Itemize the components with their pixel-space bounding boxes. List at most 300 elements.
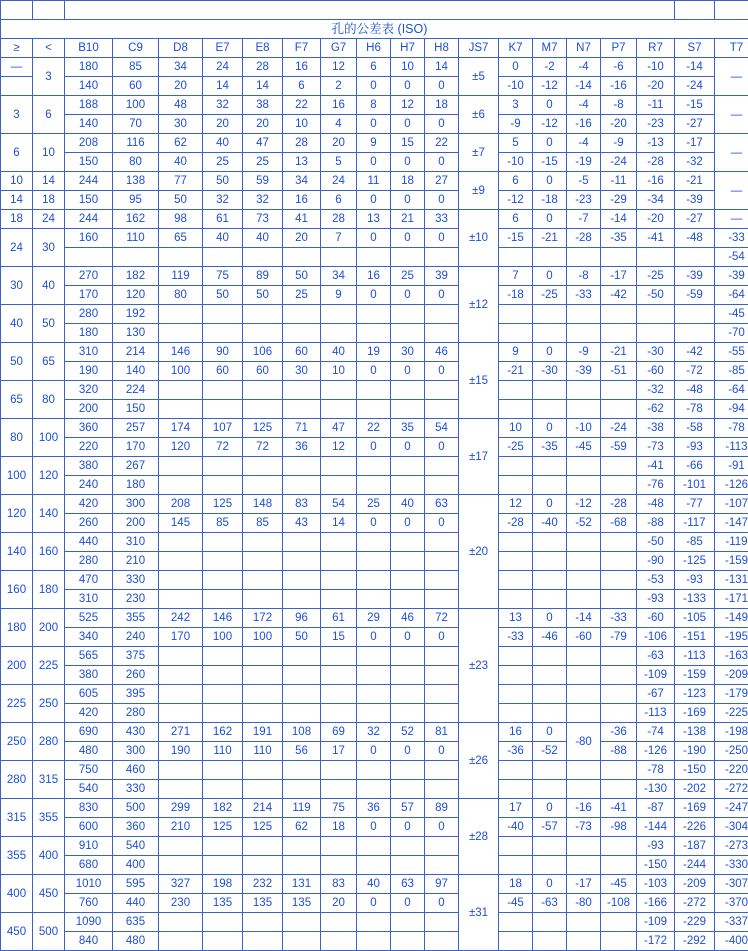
value-t7: -147 xyxy=(715,514,748,533)
value-e8 xyxy=(243,248,283,267)
value-b10: 280 xyxy=(65,305,113,324)
value-g7: 12 xyxy=(321,438,357,457)
value-t7: -85 xyxy=(715,362,748,381)
value-m7: 0 xyxy=(533,723,567,742)
value-n7 xyxy=(567,932,601,951)
value-d8: 30 xyxy=(159,115,203,134)
range-lt: 50 xyxy=(33,305,65,343)
col-header-s7: S7 xyxy=(675,39,715,58)
value-s7: -39 xyxy=(675,267,715,286)
value-g7: 18 xyxy=(321,818,357,837)
value-g7 xyxy=(321,324,357,343)
value-s7: -133 xyxy=(675,590,715,609)
value-c9: 110 xyxy=(113,229,159,248)
value-m7: -57 xyxy=(533,818,567,837)
value-b10: 380 xyxy=(65,457,113,476)
value-t7: -209 xyxy=(715,666,748,685)
value-t7: -370 xyxy=(715,894,748,913)
value-h8: 72 xyxy=(425,609,459,628)
value-p7 xyxy=(601,305,637,324)
value-d8: 327 xyxy=(159,875,203,894)
value-s7: -93 xyxy=(675,438,715,457)
value-d8 xyxy=(159,248,203,267)
value-m7: -46 xyxy=(533,628,567,647)
value-c9: 200 xyxy=(113,514,159,533)
value-k7 xyxy=(499,647,533,666)
value-t7: — xyxy=(715,172,748,210)
value-b10: 690 xyxy=(65,723,113,742)
value-m7 xyxy=(533,476,567,495)
value-d8 xyxy=(159,552,203,571)
value-e8: 14 xyxy=(243,77,283,96)
value-t7: -94 xyxy=(715,400,748,419)
value-h8: 0 xyxy=(425,229,459,248)
value-p7: -51 xyxy=(601,362,637,381)
value-k7 xyxy=(499,932,533,951)
value-js7: ±26 xyxy=(459,723,499,799)
value-h6 xyxy=(357,647,391,666)
range-ge: 160 xyxy=(1,571,33,609)
value-h7: 63 xyxy=(391,875,425,894)
col-header-lt: < xyxy=(33,39,65,58)
value-k7: -25 xyxy=(499,438,533,457)
value-k7: -10 xyxy=(499,77,533,96)
value-r7: -106 xyxy=(637,628,675,647)
value-h7 xyxy=(391,324,425,343)
table-row xyxy=(1,457,748,476)
value-e7: 40 xyxy=(203,229,243,248)
table-row xyxy=(1,495,748,514)
value-r7: -16 xyxy=(637,172,675,191)
value-e8: 32 xyxy=(243,191,283,210)
value-b10: 180 xyxy=(65,324,113,343)
value-t7: — xyxy=(715,134,748,172)
value-e7 xyxy=(203,324,243,343)
value-e7 xyxy=(203,248,243,267)
value-n7: -7 xyxy=(567,210,601,229)
value-k7: -21 xyxy=(499,362,533,381)
value-h6: 9 xyxy=(357,134,391,153)
value-e7: 32 xyxy=(203,96,243,115)
value-r7: -50 xyxy=(637,533,675,552)
table-row xyxy=(1,115,748,134)
value-g7: 47 xyxy=(321,419,357,438)
value-c9: 70 xyxy=(113,115,159,134)
value-js7: ±15 xyxy=(459,343,499,419)
value-h6: 0 xyxy=(357,362,391,381)
value-d8 xyxy=(159,305,203,324)
value-g7: 75 xyxy=(321,799,357,818)
value-b10: 140 xyxy=(65,115,113,134)
value-p7: -29 xyxy=(601,191,637,210)
range-ge: 200 xyxy=(1,647,33,685)
value-n7: -19 xyxy=(567,153,601,172)
value-h7: 0 xyxy=(391,628,425,647)
value-h8 xyxy=(425,666,459,685)
value-d8: 34 xyxy=(159,58,203,77)
value-r7: -38 xyxy=(637,419,675,438)
value-d8: 146 xyxy=(159,343,203,362)
value-g7: 9 xyxy=(321,286,357,305)
table-row xyxy=(1,267,748,286)
value-b10: 605 xyxy=(65,685,113,704)
value-c9: 540 xyxy=(113,837,159,856)
value-r7: -109 xyxy=(637,913,675,932)
value-m7: -25 xyxy=(533,286,567,305)
value-t7: -337 xyxy=(715,913,748,932)
value-s7: -42 xyxy=(675,343,715,362)
value-s7: -72 xyxy=(675,362,715,381)
value-d8 xyxy=(159,932,203,951)
value-h8: 0 xyxy=(425,438,459,457)
value-p7 xyxy=(601,932,637,951)
range-lt: 225 xyxy=(33,647,65,685)
value-n7: -28 xyxy=(567,229,601,248)
table-row xyxy=(1,172,748,191)
value-c9: 60 xyxy=(113,77,159,96)
range-ge: 10 xyxy=(1,172,33,191)
value-f7: 20 xyxy=(283,229,321,248)
value-f7: 50 xyxy=(283,628,321,647)
value-b10: 840 xyxy=(65,932,113,951)
value-k7: 0 xyxy=(499,58,533,77)
value-h8: 0 xyxy=(425,77,459,96)
range-lt: 280 xyxy=(33,723,65,761)
value-m7: 0 xyxy=(533,267,567,286)
value-b10: 244 xyxy=(65,172,113,191)
value-b10: 140 xyxy=(65,77,113,96)
value-t7: -179 xyxy=(715,685,748,704)
value-f7: 41 xyxy=(283,210,321,229)
value-f7: 36 xyxy=(283,438,321,457)
title-row xyxy=(1,20,748,39)
value-h6 xyxy=(357,837,391,856)
table-row xyxy=(1,419,748,438)
value-m7: 0 xyxy=(533,609,567,628)
value-h6: 32 xyxy=(357,723,391,742)
value-t7: -330 xyxy=(715,856,748,875)
value-g7: 14 xyxy=(321,514,357,533)
table-row xyxy=(1,628,748,647)
value-r7: -63 xyxy=(637,647,675,666)
value-e7 xyxy=(203,856,243,875)
range-ge: 18 xyxy=(1,210,33,229)
value-d8: 174 xyxy=(159,419,203,438)
value-g7 xyxy=(321,381,357,400)
value-c9: 162 xyxy=(113,210,159,229)
value-e7: 60 xyxy=(203,362,243,381)
value-f7: 108 xyxy=(283,723,321,742)
value-d8: 120 xyxy=(159,438,203,457)
value-s7: -190 xyxy=(675,742,715,761)
value-m7: -52 xyxy=(533,742,567,761)
col-header-p7: P7 xyxy=(601,39,637,58)
value-p7 xyxy=(601,837,637,856)
value-t7: -113 xyxy=(715,438,748,457)
value-c9: 300 xyxy=(113,742,159,761)
value-d8 xyxy=(159,666,203,685)
value-f7: 119 xyxy=(283,799,321,818)
value-k7: -15 xyxy=(499,229,533,248)
value-k7 xyxy=(499,400,533,419)
value-f7 xyxy=(283,913,321,932)
value-e8: 59 xyxy=(243,172,283,191)
value-s7: -66 xyxy=(675,457,715,476)
value-r7: -60 xyxy=(637,609,675,628)
value-n7 xyxy=(567,305,601,324)
value-n7 xyxy=(567,837,601,856)
value-f7: 96 xyxy=(283,609,321,628)
value-s7: -229 xyxy=(675,913,715,932)
value-h8 xyxy=(425,248,459,267)
value-m7: 0 xyxy=(533,172,567,191)
value-h7 xyxy=(391,780,425,799)
value-c9: 95 xyxy=(113,191,159,210)
value-h8: 0 xyxy=(425,628,459,647)
value-b10: 190 xyxy=(65,362,113,381)
table-row xyxy=(1,305,748,324)
value-e8 xyxy=(243,533,283,552)
value-t7: -273 xyxy=(715,837,748,856)
table-row xyxy=(1,191,748,210)
value-n7: -10 xyxy=(567,419,601,438)
value-h8: 0 xyxy=(425,362,459,381)
range-ge: 40 xyxy=(1,305,33,343)
value-r7: -88 xyxy=(637,514,675,533)
value-g7: 7 xyxy=(321,229,357,248)
value-b10: 310 xyxy=(65,590,113,609)
value-js7: ±17 xyxy=(459,419,499,495)
table-row xyxy=(1,248,748,267)
header-row xyxy=(1,39,748,58)
range-lt: 500 xyxy=(33,913,65,951)
range-ge xyxy=(1,77,33,96)
value-m7 xyxy=(533,248,567,267)
value-m7: 0 xyxy=(533,419,567,438)
value-e8: 125 xyxy=(243,818,283,837)
value-k7 xyxy=(499,856,533,875)
value-k7: -9 xyxy=(499,115,533,134)
value-p7 xyxy=(601,666,637,685)
value-h6 xyxy=(357,685,391,704)
value-c9: 192 xyxy=(113,305,159,324)
value-m7: 0 xyxy=(533,210,567,229)
value-k7: -45 xyxy=(499,894,533,913)
value-h6: 0 xyxy=(357,628,391,647)
col-header-h7: H7 xyxy=(391,39,425,58)
value-d8: 50 xyxy=(159,191,203,210)
value-d8 xyxy=(159,400,203,419)
value-p7: -79 xyxy=(601,628,637,647)
table-row xyxy=(1,875,748,894)
value-f7 xyxy=(283,704,321,723)
value-f7: 16 xyxy=(283,191,321,210)
col-header-js7: JS7 xyxy=(459,39,499,58)
value-g7 xyxy=(321,248,357,267)
value-n7: -4 xyxy=(567,58,601,77)
value-h6: 0 xyxy=(357,514,391,533)
value-c9: 310 xyxy=(113,533,159,552)
value-e8: 106 xyxy=(243,343,283,362)
value-h8 xyxy=(425,324,459,343)
value-h7 xyxy=(391,761,425,780)
value-r7: -87 xyxy=(637,799,675,818)
value-s7: -187 xyxy=(675,837,715,856)
value-r7: -130 xyxy=(637,780,675,799)
value-h7 xyxy=(391,856,425,875)
value-r7: -172 xyxy=(637,932,675,951)
value-h7: 0 xyxy=(391,77,425,96)
value-g7: 54 xyxy=(321,495,357,514)
range-ge: 280 xyxy=(1,761,33,799)
value-g7 xyxy=(321,856,357,875)
value-b10: 540 xyxy=(65,780,113,799)
value-e8 xyxy=(243,685,283,704)
value-p7: -14 xyxy=(601,210,637,229)
value-n7 xyxy=(567,400,601,419)
value-p7: -6 xyxy=(601,58,637,77)
range-lt: 10 xyxy=(33,134,65,172)
value-d8 xyxy=(159,571,203,590)
value-n7 xyxy=(567,647,601,666)
value-h7: 0 xyxy=(391,818,425,837)
table-row xyxy=(1,210,748,229)
value-h7 xyxy=(391,932,425,951)
value-n7: -8 xyxy=(567,267,601,286)
range-lt: 140 xyxy=(33,495,65,533)
value-b10: 208 xyxy=(65,134,113,153)
col-header-ge: ≥ xyxy=(1,39,33,58)
value-h8 xyxy=(425,761,459,780)
col-header-t7: T7 xyxy=(715,39,748,58)
value-b10: 380 xyxy=(65,666,113,685)
range-ge: 65 xyxy=(1,381,33,419)
value-b10: 420 xyxy=(65,704,113,723)
value-n7 xyxy=(567,685,601,704)
table-row xyxy=(1,780,748,799)
table-row xyxy=(1,666,748,685)
value-e7: 100 xyxy=(203,628,243,647)
value-js7: ±20 xyxy=(459,495,499,609)
value-h8: 0 xyxy=(425,514,459,533)
value-h6: 0 xyxy=(357,229,391,248)
range-lt: 30 xyxy=(33,229,65,267)
table-row xyxy=(1,704,748,723)
value-js7: ±6 xyxy=(459,96,499,134)
col-header-f7: F7 xyxy=(283,39,321,58)
value-b10: 525 xyxy=(65,609,113,628)
value-m7 xyxy=(533,913,567,932)
value-c9: 138 xyxy=(113,172,159,191)
value-h7: 57 xyxy=(391,799,425,818)
value-b10: 760 xyxy=(65,894,113,913)
value-m7: -21 xyxy=(533,229,567,248)
value-h8: 54 xyxy=(425,419,459,438)
value-c9: 595 xyxy=(113,875,159,894)
value-p7 xyxy=(601,913,637,932)
value-e8 xyxy=(243,476,283,495)
table-row xyxy=(1,134,748,153)
value-k7 xyxy=(499,552,533,571)
value-p7: -42 xyxy=(601,286,637,305)
value-h6: 19 xyxy=(357,343,391,362)
value-h6 xyxy=(357,704,391,723)
value-k7: 13 xyxy=(499,609,533,628)
value-s7: -15 xyxy=(675,96,715,115)
range-ge: 355 xyxy=(1,837,33,875)
value-p7 xyxy=(601,533,637,552)
value-h6 xyxy=(357,780,391,799)
value-s7: -21 xyxy=(675,172,715,191)
value-e7 xyxy=(203,780,243,799)
value-m7: -15 xyxy=(533,153,567,172)
value-h6 xyxy=(357,400,391,419)
value-g7: 10 xyxy=(321,362,357,381)
value-e8 xyxy=(243,647,283,666)
value-c9: 85 xyxy=(113,58,159,77)
value-s7: -292 xyxy=(675,932,715,951)
value-c9: 182 xyxy=(113,267,159,286)
value-e7: 85 xyxy=(203,514,243,533)
value-r7: -48 xyxy=(637,495,675,514)
value-t7: -163 xyxy=(715,647,748,666)
value-g7: 6 xyxy=(321,191,357,210)
value-s7 xyxy=(675,305,715,324)
value-t7: -159 xyxy=(715,552,748,571)
value-s7: -48 xyxy=(675,381,715,400)
value-h8: 97 xyxy=(425,875,459,894)
value-m7: -12 xyxy=(533,77,567,96)
col-header-n7: N7 xyxy=(567,39,601,58)
value-h8 xyxy=(425,837,459,856)
value-k7: 5 xyxy=(499,134,533,153)
value-r7: -74 xyxy=(637,723,675,742)
value-d8: 48 xyxy=(159,96,203,115)
value-p7 xyxy=(601,571,637,590)
value-js7: ±9 xyxy=(459,172,499,210)
value-b10: 910 xyxy=(65,837,113,856)
table-row xyxy=(1,571,748,590)
value-h7: 0 xyxy=(391,153,425,172)
value-h8 xyxy=(425,780,459,799)
value-h7: 18 xyxy=(391,172,425,191)
value-b10: 150 xyxy=(65,153,113,172)
value-h6 xyxy=(357,761,391,780)
value-e7: 24 xyxy=(203,58,243,77)
value-k7: 17 xyxy=(499,799,533,818)
value-f7: 28 xyxy=(283,134,321,153)
value-c9: 257 xyxy=(113,419,159,438)
value-e7 xyxy=(203,666,243,685)
value-m7: 0 xyxy=(533,875,567,894)
value-k7 xyxy=(499,305,533,324)
value-g7 xyxy=(321,552,357,571)
value-s7: -14 xyxy=(675,58,715,77)
value-m7 xyxy=(533,856,567,875)
value-r7: -67 xyxy=(637,685,675,704)
value-f7 xyxy=(283,552,321,571)
table-top-spacer-row xyxy=(1,1,748,20)
value-b10: 260 xyxy=(65,514,113,533)
value-e7 xyxy=(203,552,243,571)
value-e7: 107 xyxy=(203,419,243,438)
value-c9: 267 xyxy=(113,457,159,476)
value-d8: 119 xyxy=(159,267,203,286)
value-t7: -272 xyxy=(715,780,748,799)
value-f7 xyxy=(283,647,321,666)
value-h6: 22 xyxy=(357,419,391,438)
value-h8 xyxy=(425,571,459,590)
